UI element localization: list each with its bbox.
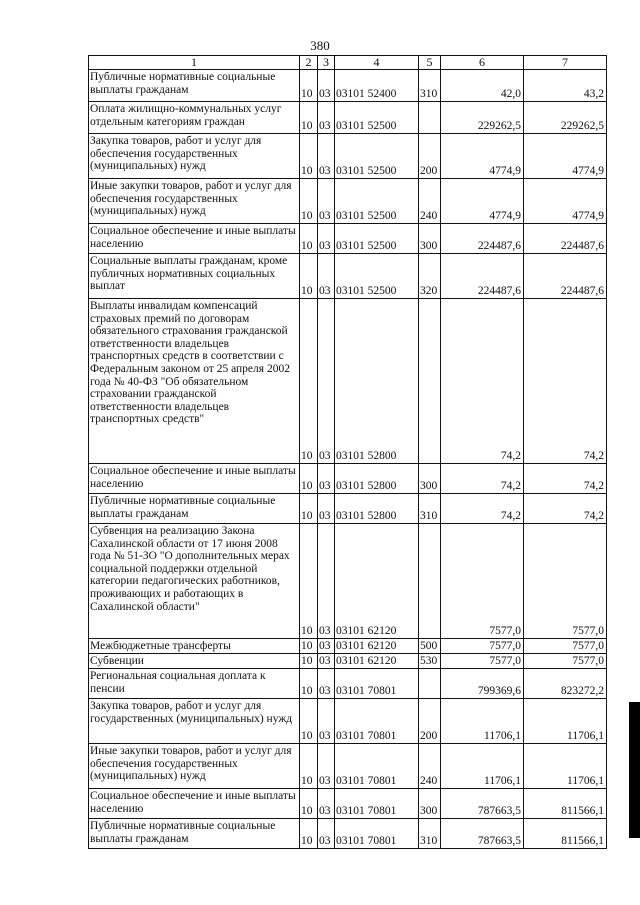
row-name-cell: Межбюджетные трансферты [89, 639, 300, 654]
target-article-cell: 03101 70801 [335, 669, 419, 699]
amount-year2-cell: 224487,6 [524, 254, 607, 299]
row-name-cell: Иные закупки товаров, работ и услуг для обеспечения государственных (муниципальных) нужд [89, 744, 300, 789]
target-article-cell: 03101 70801 [335, 699, 419, 744]
table-row [89, 299, 607, 464]
amount-year1-cell: 11706,1 [441, 744, 524, 789]
section-cell: 10 [300, 639, 318, 654]
table-row [89, 102, 607, 134]
expense-type-cell: 530 [419, 654, 441, 669]
amount-year2-cell: 4774,9 [524, 179, 607, 224]
row-name-cell: Публичные нормативные социальные выплаты гражданам [89, 70, 300, 102]
row-name-cell: Закупка товаров, работ и услуг для государственных (муниципальных) нужд [89, 699, 300, 744]
expense-type-cell: 310 [419, 70, 441, 102]
amount-year2-cell: 11706,1 [524, 699, 607, 744]
row-name-cell: Публичные нормативные социальные выплаты гражданам [89, 819, 300, 849]
expense-type-cell: 200 [419, 134, 441, 179]
subsection-cell: 03 [318, 699, 335, 744]
section-cell: 10 [300, 102, 318, 134]
amount-year1-cell: 799369,6 [441, 669, 524, 699]
amount-year1-cell: 229262,5 [441, 102, 524, 134]
section-cell: 10 [300, 134, 318, 179]
row-name-cell: Социальное обеспечение и иные выплаты населению [89, 464, 300, 494]
target-article-cell: 03101 62120 [335, 639, 419, 654]
target-article-cell: 03101 70801 [335, 744, 419, 789]
section-cell: 10 [300, 819, 318, 849]
row-name-cell: Социальное обеспечение и иные выплаты населению [89, 224, 300, 254]
header-row [89, 56, 607, 70]
expense-type-cell [419, 669, 441, 699]
amount-year2-cell: 74,2 [524, 494, 607, 524]
amount-year1-cell: 7577,0 [441, 639, 524, 654]
amount-year1-cell: 74,2 [441, 494, 524, 524]
expense-type-cell: 300 [419, 789, 441, 819]
amount-year2-cell: 7577,0 [524, 524, 607, 639]
target-article-cell: 03101 52800 [335, 299, 419, 464]
amount-year1-cell: 7577,0 [441, 524, 524, 639]
table-row [89, 134, 607, 179]
section-cell: 10 [300, 224, 318, 254]
amount-year1-cell: 11706,1 [441, 699, 524, 744]
target-article-cell: 03101 52500 [335, 102, 419, 134]
subsection-cell: 03 [318, 669, 335, 699]
section-cell: 10 [300, 654, 318, 669]
section-cell: 10 [300, 464, 318, 494]
expense-type-cell: 240 [419, 179, 441, 224]
subsection-cell: 03 [318, 254, 335, 299]
row-name-cell: Социальные выплаты гражданам, кроме публичных нормативных социальных выплат [89, 254, 300, 299]
amount-year1-cell: 4774,9 [441, 179, 524, 224]
expense-type-cell: 300 [419, 224, 441, 254]
section-cell: 10 [300, 494, 318, 524]
section-cell: 10 [300, 179, 318, 224]
subsection-cell: 03 [318, 179, 335, 224]
target-article-cell: 03101 70801 [335, 819, 419, 849]
header-cell-4: 4 [335, 56, 419, 70]
subsection-cell: 03 [318, 494, 335, 524]
expense-type-cell: 310 [419, 494, 441, 524]
header-cell-6: 6 [441, 56, 524, 70]
target-article-cell: 03101 52500 [335, 179, 419, 224]
header-cell-3: 3 [318, 56, 335, 70]
row-name-cell: Оплата жилищно-коммунальных услуг отдельным категориям граждан [89, 102, 300, 134]
amount-year2-cell: 4774,9 [524, 134, 607, 179]
section-cell: 10 [300, 699, 318, 744]
table-row [89, 669, 607, 699]
expense-type-cell: 320 [419, 254, 441, 299]
subsection-cell: 03 [318, 819, 335, 849]
amount-year2-cell: 823272,2 [524, 669, 607, 699]
target-article-cell: 03101 52800 [335, 464, 419, 494]
table-row [89, 70, 607, 102]
amount-year1-cell: 74,2 [441, 299, 524, 464]
target-article-cell: 03101 62120 [335, 654, 419, 669]
expense-type-cell: 310 [419, 819, 441, 849]
table-row [89, 494, 607, 524]
expense-type-cell: 240 [419, 744, 441, 789]
table-row [89, 744, 607, 789]
amount-year2-cell: 7577,0 [524, 654, 607, 669]
section-cell: 10 [300, 254, 318, 299]
subsection-cell: 03 [318, 134, 335, 179]
target-article-cell: 03101 52500 [335, 254, 419, 299]
section-cell: 10 [300, 744, 318, 789]
amount-year2-cell: 74,2 [524, 464, 607, 494]
target-article-cell: 03101 62120 [335, 524, 419, 639]
row-name-cell: Иные закупки товаров, работ и услуг для обеспечения государственных (муниципальных) нужд [89, 179, 300, 224]
subsection-cell: 03 [318, 224, 335, 254]
row-name-cell: Субвенция на реализацию Закона Сахалинской области от 17 июня 2008 года № 51-ЗО "О дополнительных мерах социальной поддержки отдельной категории педагогических работников, проживающих и работающих в Сахалинской области" [89, 524, 300, 639]
target-article-cell: 03101 52400 [335, 70, 419, 102]
amount-year1-cell: 42,0 [441, 70, 524, 102]
table-body [89, 70, 607, 849]
subsection-cell: 03 [318, 102, 335, 134]
section-cell: 10 [300, 789, 318, 819]
amount-year1-cell: 74,2 [441, 464, 524, 494]
amount-year2-cell: 74,2 [524, 299, 607, 464]
amount-year2-cell: 11706,1 [524, 744, 607, 789]
table-row [89, 224, 607, 254]
subsection-cell: 03 [318, 654, 335, 669]
section-cell: 10 [300, 524, 318, 639]
expense-type-cell: 500 [419, 639, 441, 654]
page-number: 380 [310, 38, 330, 53]
subsection-cell: 03 [318, 744, 335, 789]
amount-year2-cell: 811566,1 [524, 789, 607, 819]
table-row [89, 819, 607, 849]
row-name-cell: Закупка товаров, работ и услуг для обеспечения государственных (муниципальных) нужд [89, 134, 300, 179]
subsection-cell: 03 [318, 299, 335, 464]
expense-type-cell: 200 [419, 699, 441, 744]
row-name-cell: Субвенции [89, 654, 300, 669]
subsection-cell: 03 [318, 639, 335, 654]
amount-year1-cell: 4774,9 [441, 134, 524, 179]
table-row [89, 254, 607, 299]
header-cell-7: 7 [524, 56, 607, 70]
amount-year1-cell: 7577,0 [441, 654, 524, 669]
row-name-cell: Публичные нормативные социальные выплаты гражданам [89, 494, 300, 524]
expense-type-cell [419, 299, 441, 464]
target-article-cell: 03101 52500 [335, 134, 419, 179]
table-row [89, 789, 607, 819]
table-row [89, 699, 607, 744]
table-row [89, 179, 607, 224]
header-cell-2: 2 [300, 56, 318, 70]
amount-year2-cell: 224487,6 [524, 224, 607, 254]
subsection-cell: 03 [318, 789, 335, 819]
expense-type-cell [419, 102, 441, 134]
amount-year2-cell: 7577,0 [524, 639, 607, 654]
section-cell: 10 [300, 70, 318, 102]
header-cell-1: 1 [89, 56, 300, 70]
table-row [89, 639, 607, 654]
expense-type-cell [419, 524, 441, 639]
section-cell: 10 [300, 299, 318, 464]
header-cell-5: 5 [419, 56, 441, 70]
amount-year1-cell: 787663,5 [441, 789, 524, 819]
amount-year1-cell: 787663,5 [441, 819, 524, 849]
target-article-cell: 03101 52800 [335, 494, 419, 524]
amount-year2-cell: 811566,1 [524, 819, 607, 849]
row-name-cell: Региональная социальная доплата к пенсии [89, 669, 300, 699]
target-article-cell: 03101 52500 [335, 224, 419, 254]
subsection-cell: 03 [318, 524, 335, 639]
amount-year2-cell: 43,2 [524, 70, 607, 102]
amount-year2-cell: 229262,5 [524, 102, 607, 134]
target-article-cell: 03101 70801 [335, 789, 419, 819]
budget-table [88, 55, 607, 849]
expense-type-cell: 300 [419, 464, 441, 494]
table-row [89, 654, 607, 669]
row-name-cell: Выплаты инвалидам компенсаций страховых премий по договорам обязательного страхования гражданской ответственности владельцев транспортных средств в соответствии с Федеральным законом от 25 апреля 2002 года № 40-ФЗ "Об обязательном страховании гражданской ответственности владельцев транспортных средств" [89, 299, 300, 464]
table-row [89, 464, 607, 494]
amount-year1-cell: 224487,6 [441, 254, 524, 299]
subsection-cell: 03 [318, 464, 335, 494]
subsection-cell: 03 [318, 70, 335, 102]
row-name-cell: Социальное обеспечение и иные выплаты населению [89, 789, 300, 819]
table-row [89, 524, 607, 639]
amount-year1-cell: 224487,6 [441, 224, 524, 254]
scan-edge-bar [629, 702, 640, 838]
section-cell: 10 [300, 669, 318, 699]
